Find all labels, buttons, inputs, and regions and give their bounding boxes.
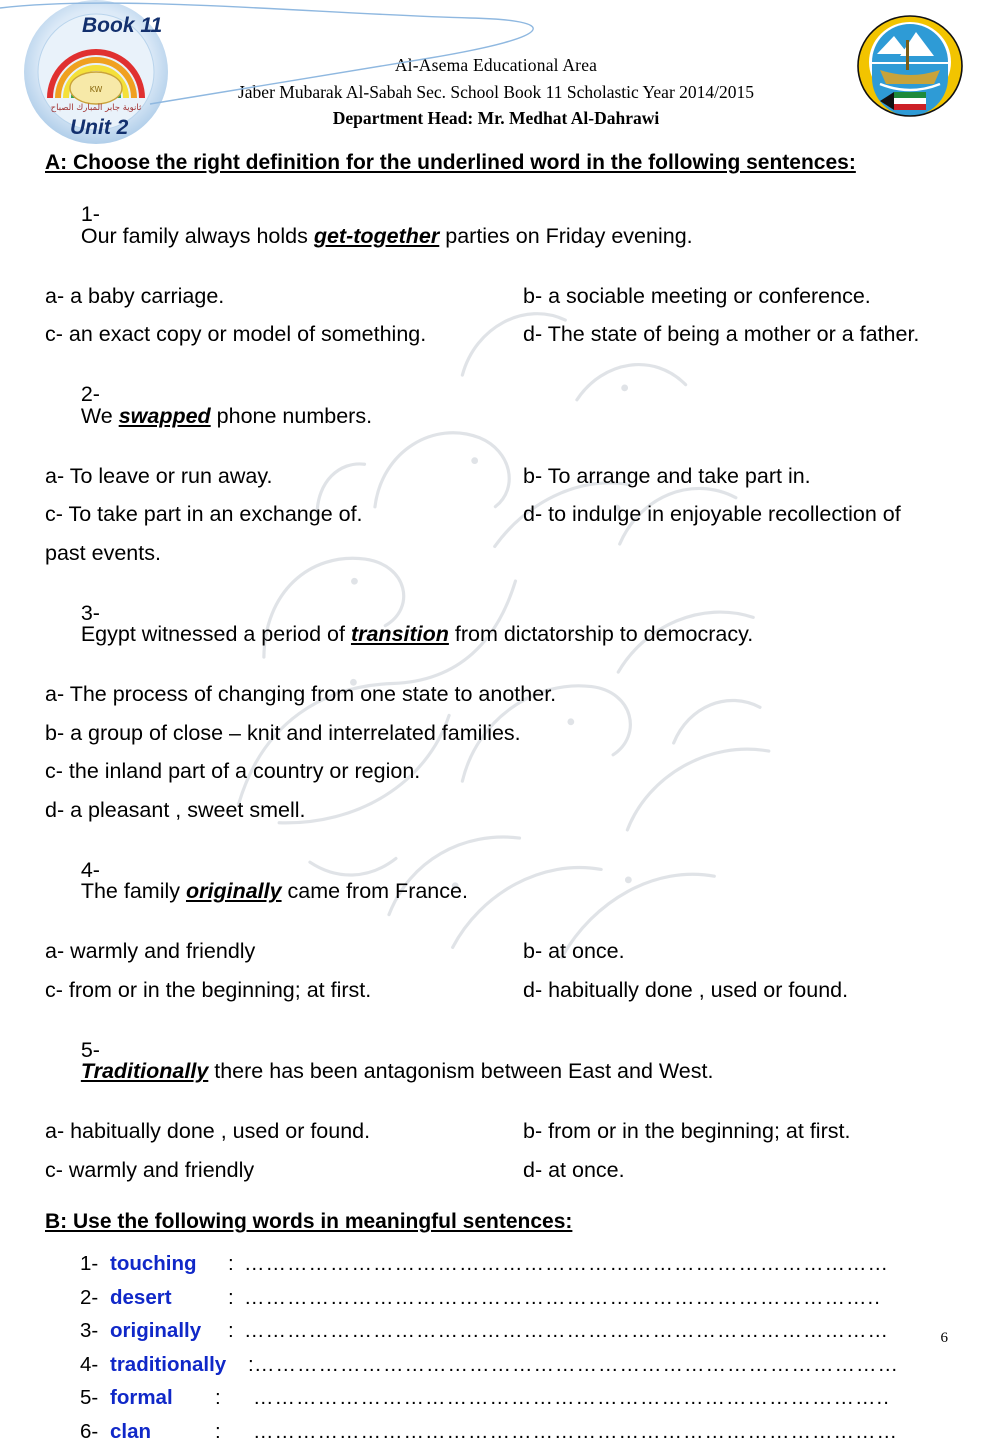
question-2-option-c[interactable]: c- To take part in an exchange of. [45, 502, 363, 527]
question-5-option-a[interactable]: a- habitually done , used or found. [45, 1119, 371, 1144]
question-5-option-b[interactable]: b- from or in the beginning; at first. [523, 1119, 851, 1144]
question-2-keyword: swapped [118, 403, 211, 428]
question-5-after: there has been antagonism between East and West. [208, 1059, 714, 1084]
question-2-option-d[interactable]: d- to indulge in enjoyable recollection of [523, 502, 901, 527]
question-4-option-c[interactable]: c- from or in the beginning; at first. [45, 977, 372, 1002]
question-3-option-a[interactable]: a- The process of changing from one state to another. [45, 682, 557, 707]
header-line-3: Department Head: Mr. Medhat Al-Dahrawi [332, 108, 660, 128]
section-a-title: A: Choose the right definition for the underlined word in the following sentences: [45, 151, 856, 174]
word-5-term: formal [110, 1386, 173, 1410]
school-logo-arabic-label: ثانوية جابر المبارك الصباح [50, 103, 142, 113]
word-6-term: clan [110, 1419, 152, 1443]
question-4-options-row-2 [45, 977, 962, 1002]
word-1-answer-line[interactable]: ……………………………………………………………………………… [244, 1254, 889, 1275]
question-5-options-row-1 [45, 1121, 962, 1143]
svg-text:KW: KW [89, 85, 103, 94]
worksheet-content [0, 150, 992, 1442]
question-3-option-d[interactable]: d- a pleasant , sweet smell. [45, 797, 306, 822]
question-5-option-c[interactable]: c- warmly and friendly [45, 1157, 255, 1182]
question-2-number: 2- [80, 382, 100, 407]
school-logo-icon [8, 0, 193, 150]
word-1-colon: : [228, 1252, 234, 1276]
question-1-number: 1- [80, 202, 100, 227]
question-3-after: from dictatorship to democracy. [448, 622, 754, 647]
word-5-number: 5- [80, 1386, 99, 1410]
question-2-before: We [80, 403, 119, 428]
word-1-number: 1- [80, 1252, 99, 1276]
question-3-text [45, 581, 962, 667]
list-item [80, 1419, 962, 1443]
page-header [0, 0, 992, 150]
question-4-option-a[interactable]: a- warmly and friendly [45, 939, 256, 964]
question-2-options-row-2 [45, 504, 962, 526]
list-item [80, 1352, 962, 1376]
question-1-option-c[interactable]: c- an exact copy or model of something. [45, 322, 427, 347]
list-item [80, 1254, 962, 1275]
word-3-number: 3- [80, 1319, 99, 1343]
question-4-keyword: originally [185, 879, 282, 904]
question-1-before: Our family always holds [80, 223, 314, 248]
logo-unit-label: Unit 2 [70, 116, 129, 139]
section-b-title: B: Use the following words in meaningful sentences: [45, 1210, 573, 1234]
word-3-answer-line[interactable]: ……………………………………………………………………………… [244, 1321, 889, 1342]
question-4-options-row-1 [45, 941, 962, 963]
question-1-option-b[interactable]: b- a sociable meeting or conference. [523, 283, 871, 308]
word-2-number: 2- [80, 1285, 99, 1309]
question-3-before: Egypt witnessed a period of [80, 622, 351, 647]
question-2-options-row-1 [45, 463, 962, 488]
header-line-1: Al-Asema Educational Area [394, 55, 598, 75]
question-5-options-row-2 [45, 1157, 962, 1182]
word-5-answer-line[interactable]: …………………………………………………………………………….. [253, 1388, 890, 1409]
word-4-term: traditionally [110, 1352, 227, 1376]
word-6-colon: : [215, 1419, 221, 1443]
question-1-options-row-1 [45, 283, 962, 308]
question-1-keyword: get-together [313, 223, 440, 248]
question-4-text [45, 838, 962, 924]
word-2-term: desert [110, 1285, 172, 1309]
question-2-option-b[interactable]: b- To arrange and take part in. [523, 463, 811, 488]
question-5-option-d[interactable]: d- at once. [523, 1157, 625, 1182]
word-2-colon: : [228, 1285, 234, 1309]
word-6-number: 6- [80, 1419, 99, 1443]
word-4-answer-line[interactable]: ……………………………………………………………………………… [254, 1354, 899, 1376]
question-5-text [45, 1018, 962, 1104]
question-3-number: 3- [80, 600, 100, 625]
question-1-after: parties on Friday evening. [439, 223, 693, 248]
question-4-before: The family [80, 879, 186, 904]
word-3-colon: : [228, 1319, 234, 1343]
word-2-answer-line[interactable]: …………………………………………………………………………….. [244, 1287, 881, 1309]
header-line-2: Jaber Mubarak Al-Sabah Sec. School Book 11 Scholastic Year 2014/2015 [237, 82, 755, 102]
section-b-word-list [45, 1254, 962, 1442]
question-4-number: 4- [80, 857, 100, 882]
question-3-option-c[interactable]: c- the inland part of a country or region. [45, 759, 421, 784]
list-item [80, 1285, 962, 1309]
question-1-option-d[interactable]: d- The state of being a mother or a father. [523, 322, 920, 347]
question-4-after: came from France. [281, 879, 468, 904]
question-1-text [45, 183, 962, 269]
word-4-colon: : [248, 1352, 254, 1376]
question-2-after: phone numbers. [210, 403, 373, 428]
question-5-keyword: Traditionally [80, 1059, 209, 1084]
word-5-colon: : [215, 1386, 221, 1410]
word-3-term: originally [110, 1319, 202, 1343]
question-4-option-b[interactable]: b- at once. [523, 939, 625, 964]
question-1-option-a[interactable]: a- a baby carriage. [45, 283, 225, 308]
logo-book-label: Book 11 [82, 14, 163, 37]
page-number: 6 [940, 1330, 948, 1346]
question-3-keyword: transition [350, 622, 449, 647]
list-item [80, 1321, 962, 1342]
question-2-option-a[interactable]: a- To leave or run away. [45, 463, 273, 488]
question-4-option-d[interactable]: d- habitually done , used or found. [523, 977, 849, 1002]
word-4-number: 4- [80, 1352, 99, 1376]
word-6-answer-line[interactable]: ……………………………………………………………………………… [253, 1421, 898, 1443]
question-1-options-row-2 [45, 324, 962, 346]
question-2-option-d-continuation: past events. [45, 540, 161, 565]
kuwait-emblem-icon [850, 10, 970, 122]
question-3-option-b[interactable]: b- a group of close – knit and interrelated families. [45, 720, 521, 745]
list-item [80, 1388, 962, 1409]
question-5-number: 5- [80, 1037, 100, 1062]
question-2-text [45, 363, 962, 449]
word-1-term: touching [110, 1252, 197, 1276]
